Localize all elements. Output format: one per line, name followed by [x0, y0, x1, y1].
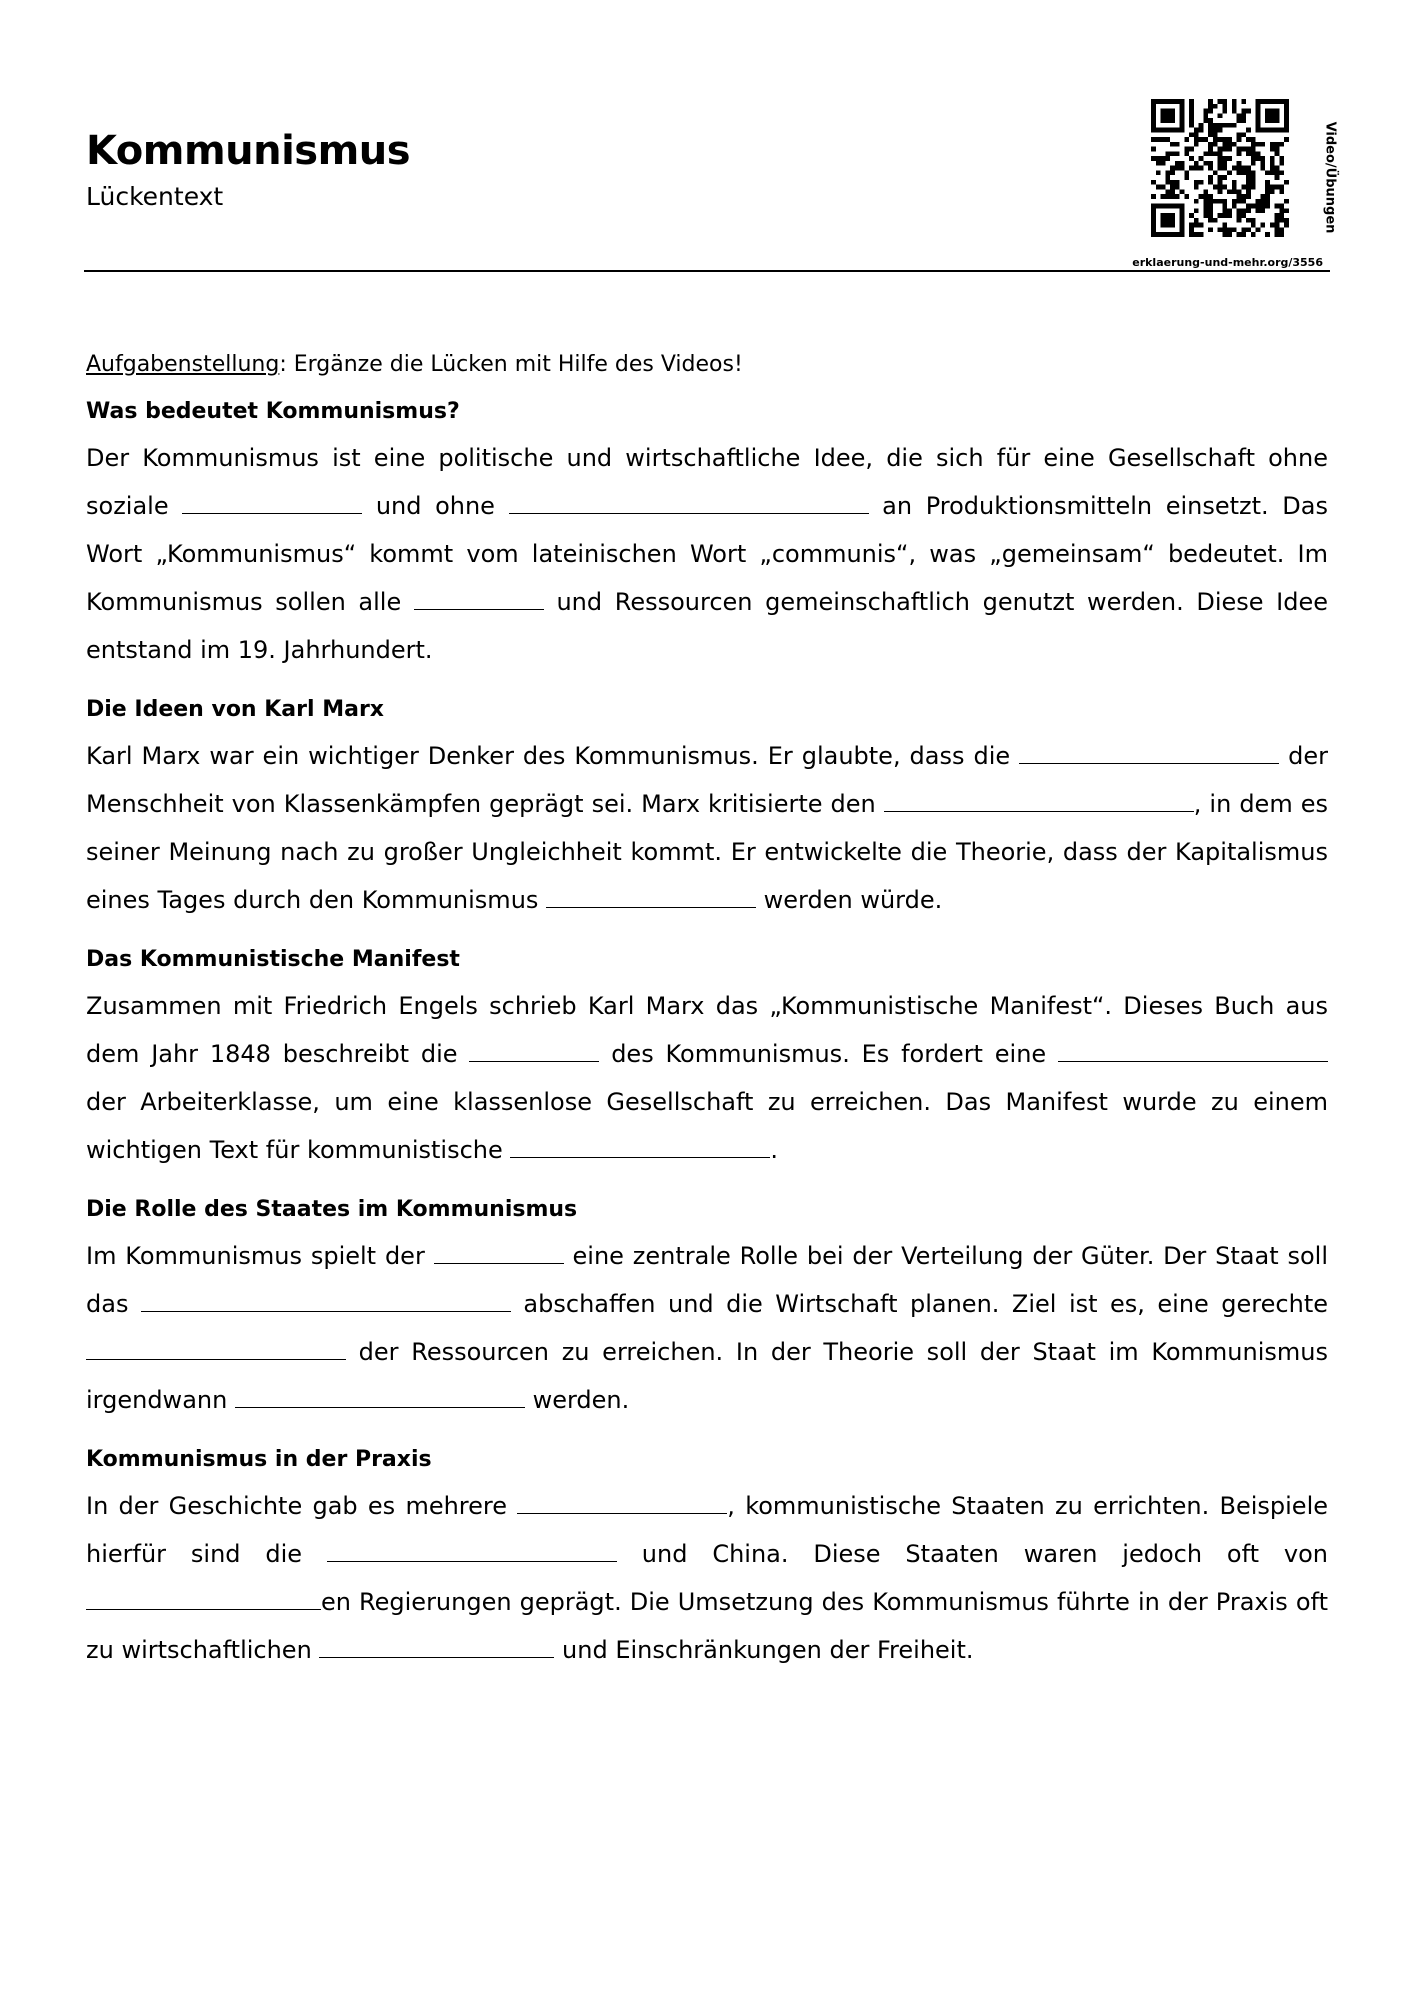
section — [86, 688, 1328, 924]
section-text: Der Kommunismus ist eine politische und wirtschaftliche Idee, die sich für eine Gesellschaft ohne soziale und ohne an Produktionsmitteln einsetzt. Das Wort „Kommunismus“ kommt vom lateinischen Wort „communis“, was „gemeinsam“ bedeutet. Im Kommunismus sollen alle und Ressourcen gemeinschaftlich genutzt werden. Diese Idee entstand im 19. Jahrhundert. — [86, 444, 1328, 664]
fill-in-blank[interactable] — [469, 1039, 599, 1062]
fill-in-blank[interactable] — [414, 587, 544, 610]
section-heading: Das Kommunistische Manifest — [86, 947, 460, 972]
page-title: Kommunismus — [86, 128, 411, 174]
fill-in-blank[interactable] — [182, 491, 362, 514]
fill-in-blank[interactable] — [434, 1241, 564, 1264]
fill-in-blank[interactable] — [884, 789, 1194, 812]
task-label: Aufgabenstellung — [86, 352, 280, 377]
fill-in-blank[interactable] — [1019, 741, 1279, 764]
section — [86, 1438, 1328, 1674]
section — [86, 390, 1328, 674]
fill-in-blank[interactable] — [509, 491, 869, 514]
section-text: Zusammen mit Friedrich Engels schrieb Karl Marx das „Kommunistische Manifest“. Dieses Buch aus dem Jahr 1848 beschreibt die des Kommunismus. Es fordert eine der Arbeiterklasse, um eine klassenlose Gesellschaft zu erreichen. Das Manifest wurde zu einem wichtigen Text für kommunistische . — [86, 992, 1328, 1164]
section-text: Karl Marx war ein wichtiger Denker des Kommunismus. Er glaubte, dass die der Menschheit von Klassenkämpfen geprägt sei. Marx kritisierte den , in dem es seiner Meinung nach zu großer Ungleichheit kommt. Er entwickelte die Theorie, dass der Kapitalismus eines Tages durch den Kommunismus werden würde. — [86, 742, 1329, 914]
sections — [86, 390, 1328, 1674]
fill-in-blank[interactable] — [141, 1289, 511, 1312]
fill-in-blank[interactable] — [517, 1491, 727, 1514]
qr-code-icon[interactable] — [1151, 99, 1289, 237]
task-instruction — [86, 348, 1328, 382]
section — [86, 938, 1328, 1174]
fill-in-blank[interactable] — [86, 1587, 321, 1610]
task-text: : Ergänze die Lücken mit Hilfe des Videos! — [279, 352, 743, 377]
section-heading: Die Ideen von Karl Marx — [86, 697, 384, 722]
section-heading: Kommunismus in der Praxis — [86, 1447, 432, 1472]
section-text: Im Kommunismus spielt der eine zentrale Rolle bei der Verteilung der Güter. Der Staat soll das abschaffen und die Wirtschaft planen. Ziel ist es, eine gerechte der Ressourcen zu erreichen. In der Theorie soll der Staat im Kommunismus irgendwann werden. — [86, 1242, 1329, 1414]
header-divider — [84, 270, 1330, 272]
section-heading: Was bedeutet Kommunismus? — [86, 399, 460, 424]
qr-url[interactable]: erklaerung-und-mehr.org/3556 — [1132, 256, 1323, 269]
fill-in-blank[interactable] — [510, 1135, 770, 1158]
fill-in-blank[interactable] — [86, 1337, 346, 1360]
fill-in-blank[interactable] — [546, 885, 756, 908]
fill-in-blank[interactable] — [1058, 1039, 1328, 1062]
section-text: In der Geschichte gab es mehrere , kommunistische Staaten zu errichten. Beispiele hierfür sind die und China. Diese Staaten waren jedoch oft von en Regierungen geprägt. Die Umsetzung des Kommunismus führte in der Praxis oft zu wirtschaftlichen und Einschränkungen der Freiheit. — [86, 1492, 1329, 1664]
page-subtitle: Lückentext — [86, 182, 224, 211]
fill-in-blank[interactable] — [319, 1635, 554, 1658]
fill-in-blank[interactable] — [327, 1539, 617, 1562]
section — [86, 1188, 1328, 1424]
qr-side-label: Video/Übungen — [1322, 121, 1338, 234]
section-heading: Die Rolle des Staates im Kommunismus — [86, 1197, 578, 1222]
worksheet-content — [86, 348, 1328, 1688]
fill-in-blank[interactable] — [235, 1385, 525, 1408]
